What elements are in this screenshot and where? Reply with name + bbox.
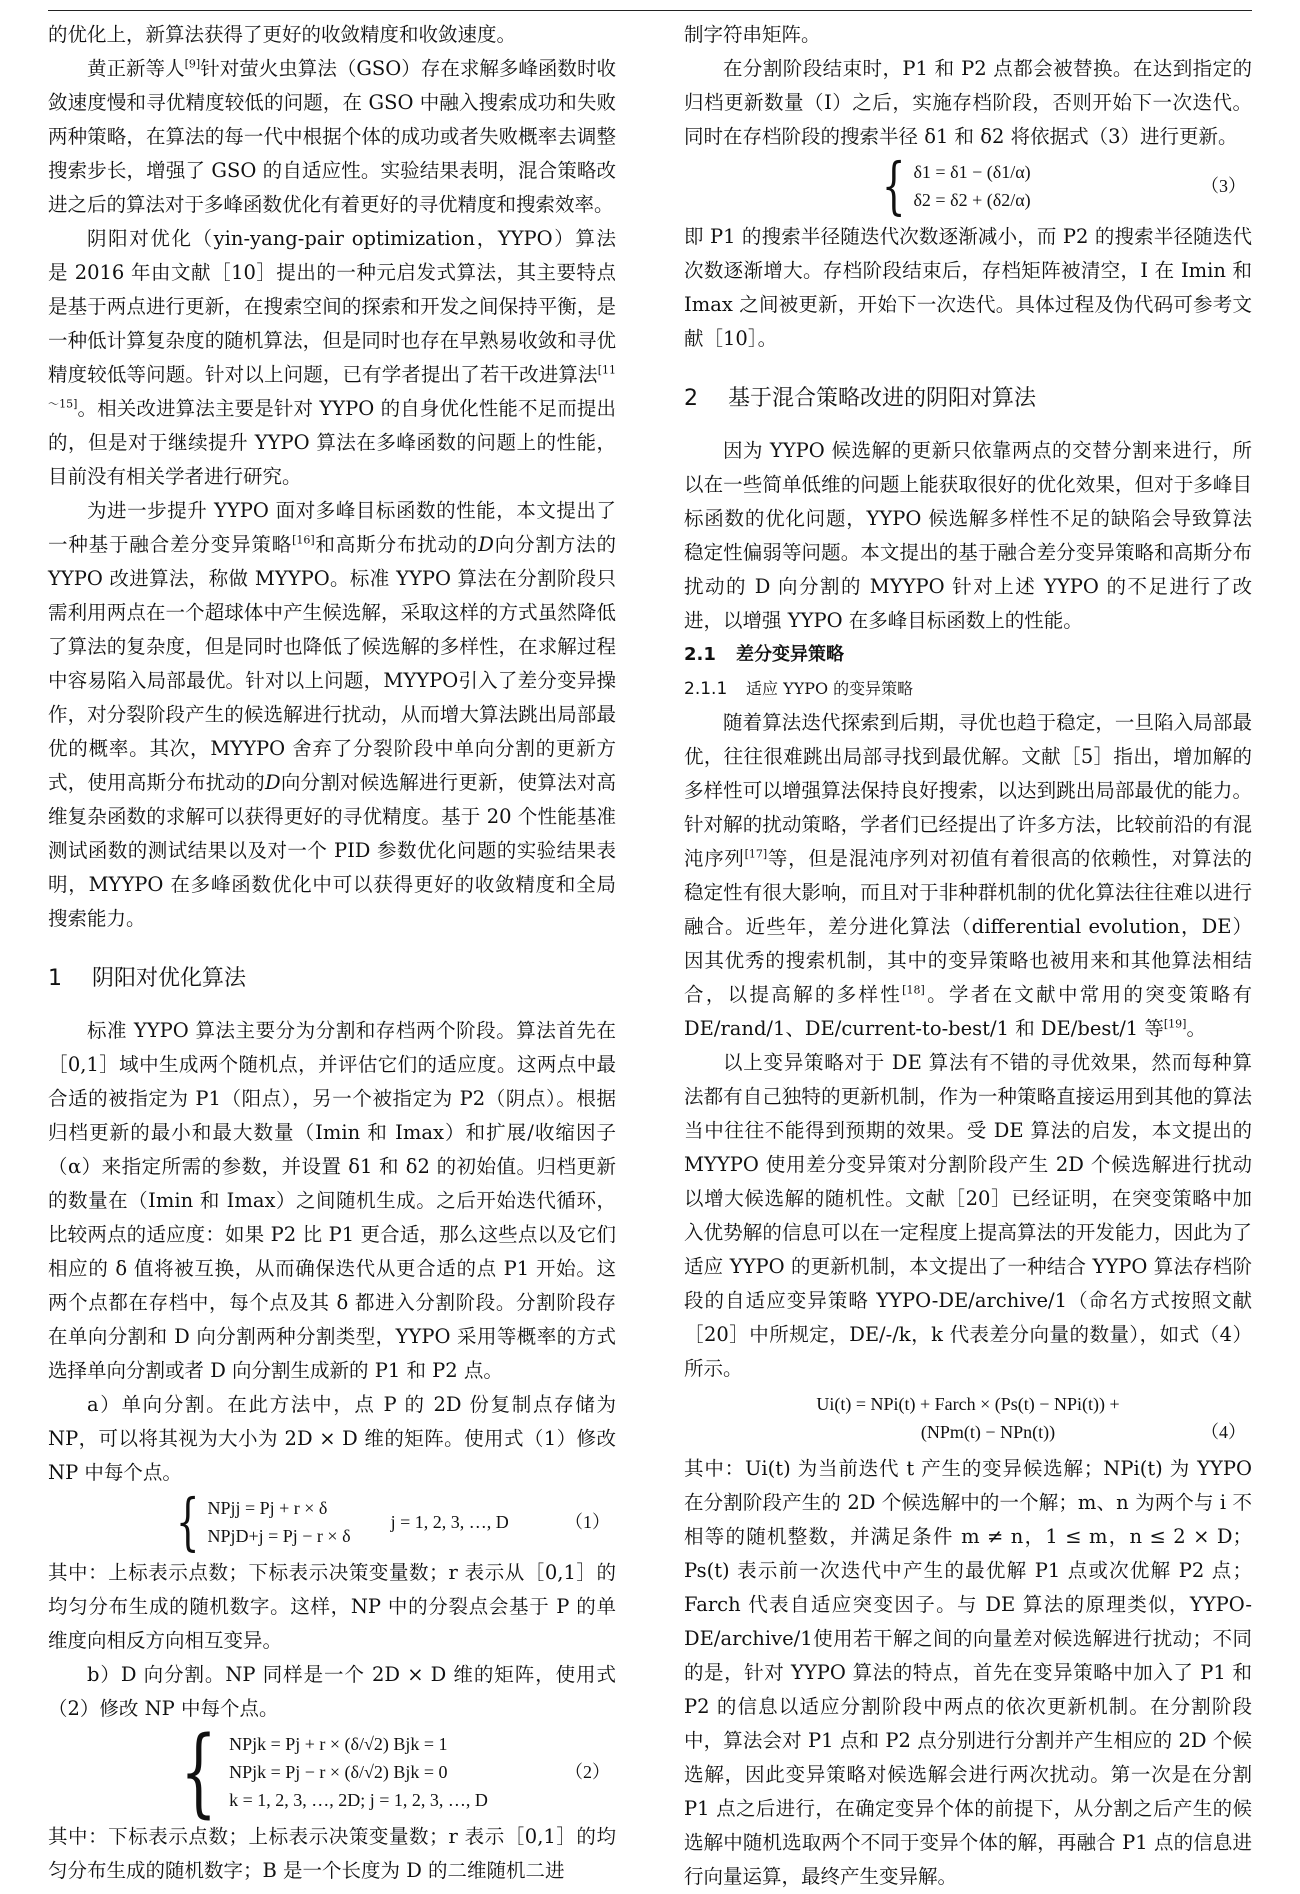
left-paragraph-8: b）D 向分割。NP 同样是一个 2D × D 维的矩阵，使用式（2）修改 NP 中每个点。	[48, 1663, 616, 1720]
section-2-1-1-heading: 2.1.1 适应 YYPO 的变异策略	[684, 679, 914, 699]
citation: [18]	[902, 983, 925, 997]
right-paragraph-6: 以上变异策略对于 DE 算法有不错的寻优效果，然而每种算法都有自己独特的更新机制，作为一种策略直接运用到其他的算法当中往往不能得到预期的效果。受 DE 算法的启发，本文提出的 MYYPO 使用差分变异策对分割阶段产生 2D 个候选解进行扰动以增大候选解的随机性。文献［20］已经证明，在突变策略中加入优势解的信息可以在一定程度上提高算法的开发能力，因此为了适应 YYPO 的更新机制，本文提出了一种结合 YYPO 算法存档阶段的自适应变异策略 YYPO-DE/archive/1（命名方式按照文献［20］中所规定，DE/-/k，k 代表差分向量的数量），如式（4）所示。	[684, 1051, 1252, 1380]
equation-2-number: （2）	[565, 1762, 610, 1782]
citation: [11～15]	[48, 363, 616, 411]
equation-1-condition: j = 1, 2, 3, …, D	[390, 1512, 509, 1532]
equation-3-number: （3）	[1201, 176, 1246, 196]
equation-2-line-1: NPjk = Pj + r × (δ/√2) Bjk = 1	[229, 1734, 448, 1754]
equation-1-line-2: NPjD+j = Pj − r × δ	[207, 1526, 351, 1546]
right-paragraph-1: 制字符串矩阵。	[684, 23, 821, 46]
left-paragraph-1: 的优化上，新算法获得了更好的收敛精度和收敛速度。	[48, 23, 517, 46]
section-2-heading: 2 基于混合策略改进的阴阳对算法	[684, 386, 1037, 411]
equation-1-number: （1）	[565, 1512, 610, 1532]
right-paragraph-3: 即 P1 的搜索半径随迭代次数逐渐减小，而 P2 的搜索半径随迭代次数逐渐增大。存档阶段结束后，存档矩阵被清空，I 在 Imin 和 Imax 之间被更新，开始下一次迭代。具体过程及伪代码可参考文献［10］。	[684, 225, 1252, 350]
equation-3-line-1: δ1 = δ1 − (δ1/α)	[913, 162, 1031, 182]
section-1-heading: 1 阴阳对优化算法	[48, 966, 247, 991]
equation-4	[684, 1390, 1252, 1446]
citation: [17]	[744, 847, 768, 861]
right-paragraph-2: 在分割阶段结束时，P1 和 P2 点都会被替换。在达到指定的归档更新数量（I）之后，实施存档阶段，否则开始下一次迭代。同时在存档阶段的搜索半径 δ1 和 δ2 将依据式（3）进行更新。	[684, 57, 1252, 148]
right-paragraph-4: 因为 YYPO 候选解的更新只依靠两点的交替分割来进行，所以在一些简单低维的问题上能获取很好的优化效果，但对于多峰目标函数的优化问题，YYPO 候选解多样性不足的缺陷会导致算法稳定性偏弱等问题。本文提出的基于融合差分变异策略和高斯分布扰动的 D 向分割的 MYYPO 针对上述 YYPO 的不足进行了改进，以增强 YYPO 在多峰目标函数上的性能。	[684, 439, 1252, 632]
left-column	[48, 18, 616, 1888]
top-rule	[48, 10, 1252, 11]
citation: [19]	[1163, 1017, 1187, 1031]
left-paragraph-2: 黄正新等人[9]针对萤火虫算法（GSO）存在求解多峰函数时收敛速度慢和寻优精度较低的问题，在 GSO 中融入搜索成功和失败两种策略，在算法的每一代中根据个体的成功或者失败概率去调整搜索步长，增强了 GSO 的自适应性。实验结果表明，混合策略改进之后的算法对于多峰函数优化有着更好的寻优精度和搜索效率。	[48, 57, 616, 216]
equation-4-line-2: (NPm(t) − NPn(t))	[920, 1422, 1056, 1442]
left-paragraph-7: 其中：上标表示点数；下标表示决策变量数；r 表示从［0,1］的均匀分布生成的随机数字。这样，NP 中的分裂点会基于 P 的单维度向相反方向相互变异。	[48, 1561, 616, 1652]
equation-1: { NPjj = Pj + r × δ NPjD+j = Pj − r × δ j = 1, 2, 3, …, D （1）	[175, 1485, 610, 1558]
left-paragraph-6: a）单向分割。在此方法中，点 P 的 2D 份复制点存储为 NP，可以将其视为大小为 2D × D 维的矩阵。使用式（1）修改 NP 中每个点。	[48, 1393, 616, 1484]
equation-2-line-3: k = 1, 2, 3, …, 2D; j = 1, 2, 3, …, D	[229, 1790, 488, 1810]
equation-2-line-2: NPjk = Pj − r × (δ/√2) Bjk = 0	[229, 1762, 448, 1782]
equation-1-line-1: NPjj = Pj + r × δ	[207, 1498, 328, 1518]
left-paragraph-5: 标准 YYPO 算法主要分为分割和存档两个阶段。算法首先在［0,1］域中生成两个随机点，并评估它们的适应度。这两点中最合适的被指定为 P1（阳点），另一个被指定为 P2（阴点）。根据归档更新的最小和最大数量（Imin 和 Imax）和扩展/收缩因子（α）来指定所需的参数，并设置 δ1 和 δ2 的初始值。归档更新的数量在（Imin 和 Imax）之间随机生成。之后开始迭代循环，比较两点的适应度：如果 P2 比 P1 更合适，那么这些点以及它们相应的 δ 值将被互换，从而确保迭代从更合适的点 P1 开始。这两个点都在存档中，每个点及其 δ 都进入分割阶段。分割阶段存在单向分割和 D 向分割两种分割类型，YYPO 采用等概率的方式选择单向分割或者 D 向分割生成新的 P1 和 P2 点。	[48, 1019, 616, 1382]
equation-3-line-2: δ2 = δ2 + (δ2/α)	[913, 190, 1031, 210]
right-paragraph-5: 随着算法迭代探索到后期，寻优也趋于稳定，一旦陷入局部最优，往往很难跳出局部寻找到最优解。文献［5］指出，增加解的多样性可以增强算法保持良好搜索，以达到跳出局部最优的能力。针对解的扰动策略，学者们已经提出了许多方法，比较前沿的有混沌序列[17]等，但是混沌序列对初值有着很高的依赖性，对算法的稳定性有很大影响，而且对于非种群机制的优化算法往往难以进行融合。近些年，差分进化算法（differential evolution，DE）因其优秀的搜索机制，其中的变异策略也被用来和其他算法相结合，以提高解的多样性[18]。学者在文献中常用的突变策略有 DE/rand/1、DE/current-to-best/1 和 DE/best/1 等[19]。	[684, 711, 1252, 1040]
equation-4-line-1: Ui(t) = NPi(t) + Farch × (Ps(t) − NPi(t)) +	[816, 1394, 1120, 1414]
equation-2: { NPjk = Pj + r × (δ/√2) Bjk = 1 NPjk = Pj − r × (δ/√2) Bjk = 0 k = 1, 2, 3, …, 2D; j = 1, 2, 3, …, D （2）	[180, 1716, 610, 1828]
equation-3: { δ1 = δ1 − (δ1/α) δ2 = δ2 + (δ2/α) （3）	[881, 149, 1246, 222]
left-paragraph-9: 其中：下标表示点数；上标表示决策变量数；r 表示［0,1］的均匀分布生成的随机数字；B 是一个长度为 D 的二维随机二进	[48, 1825, 616, 1882]
left-paragraph-3: 阴阳对优化（yin-yang-pair optimization，YYPO）算法是 2016 年由文献［10］提出的一种元启发式算法，其主要特点是基于两点进行更新，在搜索空间的探索和开发之间保持平衡，是一种低计算复杂度的随机算法，但是同时也存在早熟易收敛和寻优精度较低等问题。针对以上问题，已有学者提出了若干改进算法[11～15]。相关改进算法主要是针对 YYPO 的自身优化性能不足而提出的，但是对于继续提升 YYPO 算法在多峰函数的问题上的性能，目前没有相关学者进行研究。	[48, 227, 616, 488]
right-column	[684, 18, 1252, 1894]
citation: [16]	[292, 533, 315, 547]
equation-4-number: （4）	[1201, 1422, 1246, 1442]
right-paragraph-7: 其中：Ui(t) 为当前迭代 t 产生的变异候选解；NPi(t) 为 YYPO 在分割阶段产生的 2D 个候选解中的一个解；m、n 为两个与 i 不相等的随机整数，并满足条件 m ≠ n，1 ≤ m，n ≤ 2 × D；Ps(t) 表示前一次迭代中产生的最优解 P1 点或次优解 P2 点；Farch 代表自适应突变因子。与 DE 算法的原理类似，YYPO-DE/archive/1使用若干解之间的向量差对候选解进行扰动；不同的是，针对 YYPO 算法的特点，首先在变异策略中加入了 P1 和 P2 的信息以适应分割阶段中两点的依次更新机制。在分割阶段中，算法会对 P1 点和 P2 点分别进行分割并产生相应的 2D 个候选解，因此变异策略对候选解会进行两次扰动。第一次是在分割 P1 点之后进行，在确定变异个体的前提下，从分割之后产生的候选解中随机选取两个不同于变异个体的解，再融合 P1 点的信息进行向量运算，最终产生变异解。	[684, 1457, 1252, 1888]
section-2-1-heading: 2.1 差分变异策略	[684, 644, 844, 665]
citation: [9]	[184, 57, 201, 71]
left-paragraph-4: 为进一步提升 YYPO 面对多峰目标函数的性能，本文提出了一种基于融合差分变异策略[16]和高斯分布扰动的D向分割方法的 YYPO 改进算法，称做 MYYPO。标准 YYPO 算法在分割阶段只需利用两点在一个超球体中产生候选解，采取这样的方式虽然降低了算法的复杂度，但是同时也降低了候选解的多样性，在求解过程中容易陷入局部最优。针对以上问题，MYYPO引入了差分变异操作，对分裂阶段产生的候选解进行扰动，从而增大算法跳出局部最优的概率。其次，MYYPO 舍弃了分裂阶段中单向分割的更新方式，使用高斯分布扰动的D向分割对候选解进行更新，使算法对高维复杂函数的求解可以获得更好的寻优精度。基于 20 个性能基准测试函数的测试结果以及对一个 PID 参数优化问题的实验结果表明，MYYPO 在多峰函数优化中可以获得更好的收敛精度和全局搜索能力。	[48, 499, 616, 930]
